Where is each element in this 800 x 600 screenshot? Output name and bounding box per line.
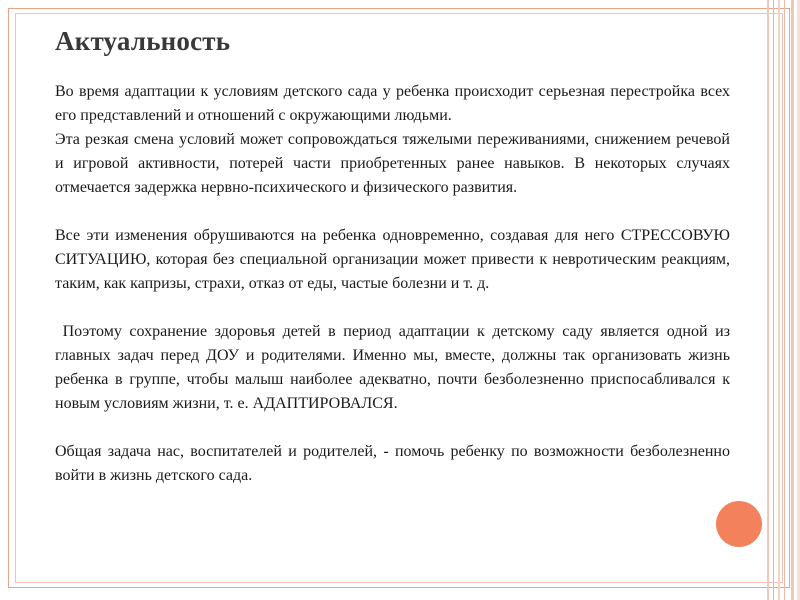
slide-body (55, 80, 735, 488)
decorative-stripe (773, 0, 774, 600)
decorative-stripe (784, 0, 785, 600)
paragraph-stress-situation: Все эти изменения обрушиваются на ребенка одновременно, создавая для него СТРЕССОВУЮ СИТУАЦИЮ, которая без специальной организации может привести к невротическим реакциям, таким, как капризы, страхи, отказ от еды, частые болезни и т. д. (55, 227, 730, 292)
decorative-stripe (778, 0, 780, 600)
paragraph-adaptation-restructuring: Во время адаптации к условиям детского сада у ребенка происходит серьезная перестройка всех его представлений и отношений с окружающими людьми. (55, 83, 730, 124)
paragraph-spacer (55, 416, 730, 440)
accent-circle (716, 501, 762, 547)
decorative-stripe (767, 0, 769, 600)
paragraph-sharp-change: Эта резкая смена условий может сопровождаться тяжелыми переживаниями, снижением речевой и игровой активности, потерей части приобретенных ранее навыков. В некоторых случаях отмечается задержка нервно-психического и физического развития. (55, 131, 730, 196)
slide-title: Актуальность (55, 26, 231, 56)
paragraph-spacer (55, 296, 730, 320)
paragraph-spacer (55, 200, 730, 224)
paragraph-common-task: Общая задача нас, воспитателей и родителей, - помочь ребенку по возможности безболезненно войти в жизнь детского сада. (55, 443, 730, 484)
decorative-stripe (791, 0, 794, 600)
paragraph-health-preservation: Поэтому сохранение здоровья детей в период адаптации к детскому саду является одной из главных задач перед ДОУ и родителями. Именно мы, вместе, должны так организовать жизнь ребенка в группе, чтобы малыш наиболее адекватно, почти безболезненно приспосабливался к новым условиям жизни, т. е. АДАПТИРОВАЛСЯ. (55, 323, 735, 412)
